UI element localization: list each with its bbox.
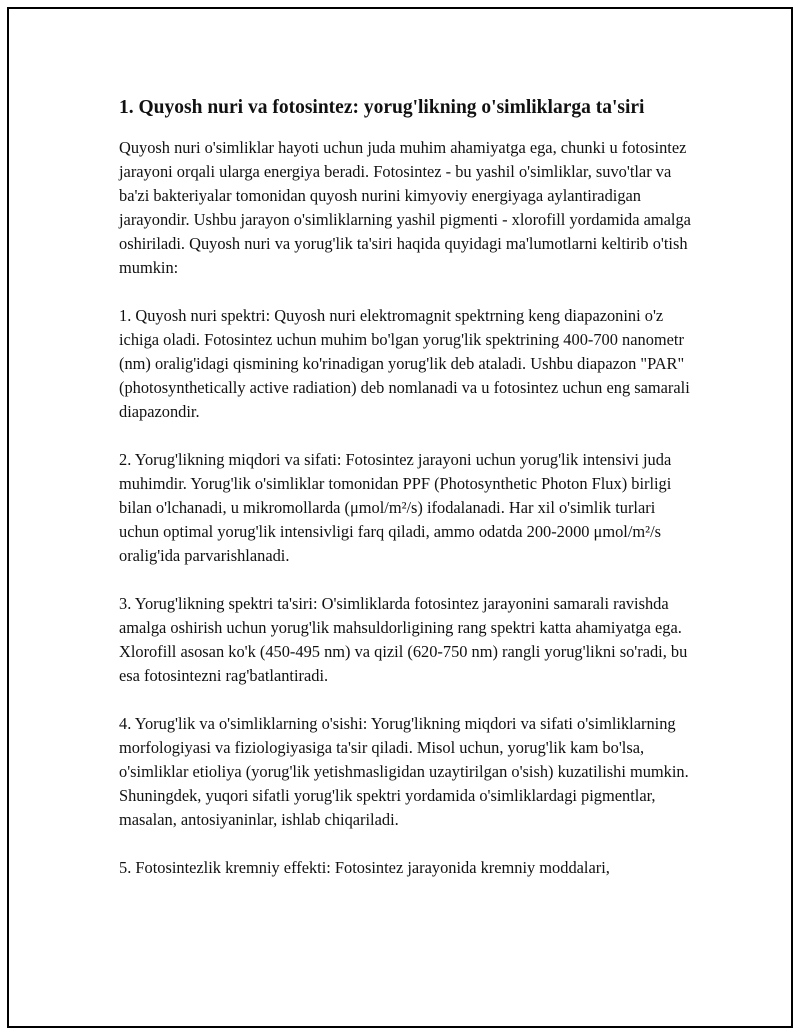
page-frame [7,7,793,1028]
paragraph-light-quantity-quality: 2. Yorug'likning miqdori va sifati: Fotosintez jarayoni uchun yorug'lik intensivi juda muhimdir. Yorug'lik o'simliklar tomonidan PPF (Photosynthetic Photon Flux) birligi bilan o'lchanadi, u mikromollarda (μmol/m²/s) ifodalanadi. Har xil o'simlik turlari uchun optimal yorug'lik intensivligi farq qiladi, ammo odatda 200-2000 μmol/m²/s oralig'ida parvarishlanadi. [119,450,672,565]
paragraph-light-plant-growth: 4. Yorug'lik va o'simliklarning o'sishi: Yorug'likning miqdori va sifati o'simliklarning morfologiyasi va fiziologiyasiga ta'sir qiladi. Misol uchun, yorug'lik kam bo'lsa, o'simliklar etioliya (yorug'lik yetishmasligidan uzaytirilgan o'sish) kuzatilishi mumkin. Shuningdek, yuqori sifatli yorug'lik spektri yordamida o'simliklardagi pigmentlar, masalan, antosiyaninlar, ishlab chiqariladi. [119,714,689,829]
paragraph-light-spectrum-effect: 3. Yorug'likning spektri ta'siri: O'simliklarda fotosintez jarayonini samarali ravishda amalga oshirish uchun yorug'lik mahsuldorligining rang spektri katta ahamiyatga ega. Xlorofill asosan ko'k (450-495 nm) va qizil (620-750 nm) rangli yorug'likni so'radi, bu esa fotosintezni rag'batlantiradi. [119,594,688,685]
document-title: 1. Quyosh nuri va fotosintez: yorug'likning o'simliklarga ta'siri [119,97,645,118]
document-body [119,94,699,904]
paragraph-silicon-effect: 5. Fotosintezlik kremniy effekti: Fotosintez jarayonida kremniy moddalari, [119,858,610,877]
paragraph-sunlight-spectrum: 1. Quyosh nuri spektri: Quyosh nuri elektromagnit spektrning keng diapazonini o'z ichiga oladi. Fotosintez uchun muhim bo'lgan yorug'lik spektrining 400-700 nanometr (nm) oralig'idagi qismining ko'rinadigan yorug'lik deb ataladi. Ushbu diapazon "PAR" (photosynthetically active radiation) deb nomlanadi va u fotosintez uchun eng samarali diapazondir. [119,306,690,421]
intro-paragraph: Quyosh nuri o'simliklar hayoti uchun juda muhim ahamiyatga ega, chunki u fotosintez jarayoni orqali ularga energiya beradi. Fotosintez - bu yashil o'simliklar, suvo'tlar va ba'zi bakteriyalar tomonidan quyosh nurini kimyoviy energiyaga aylantiradigan jarayondir. Ushbu jarayon o'simliklarning yashil pigmenti - xlorofill yordamida amalga oshiriladi. Quyosh nuri va yorug'lik ta'siri haqida quyidagi ma'lumotlarni keltirib o'tish mumkin: [119,138,691,277]
